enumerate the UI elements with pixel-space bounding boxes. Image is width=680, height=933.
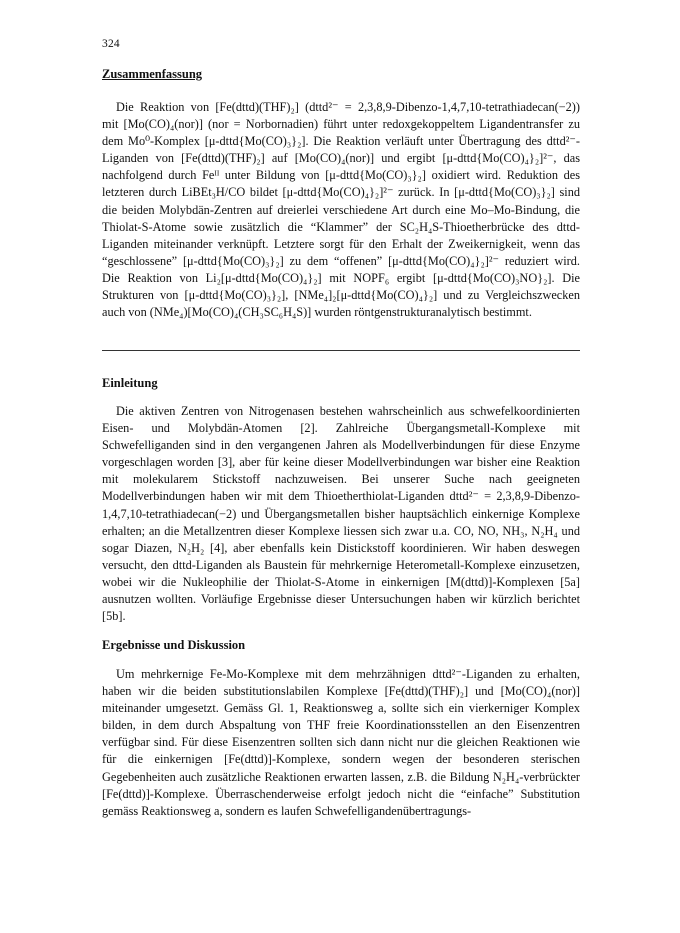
section-divider xyxy=(102,350,580,351)
abstract-heading xyxy=(102,67,580,82)
results-paragraph: Um mehrkernige Fe-Mo-Komplexe mit dem mehrzähnigen dttd²⁻-Liganden zu erhalten, haben wir die beiden substitutionslabilen Komplexe [Fe(dttd)(THF)₂] und [Mo(CO)₄(nor)] miteinander umgesetzt. Gemäss Gl. 1, Reaktionsweg a, sollte sich ein vierkerniger Komplex bilden, in dem durch Abspaltung von THF freie Koordinationsstellen an den Eisenzentren verfügbar sind. Für diese Eisenzentren sollten sich dann nicht nur die gleichen Reaktionen wie für die einkernigen [Fe(dttd)]-Komplexe, sondern wegen der besonderen sterischen Gegebenheiten auch zusätzliche Reaktionen erwarten lassen, z.B. die Bildung N₂H₄-verbrückter [Fe(dttd)]-Komplexe. Überraschenderweise erfolgt jedoch nicht die “einfache” Substitution gemäss Reaktionsweg a, sondern es laufen Schwefelligandenübertragungs- xyxy=(102,667,580,818)
introduction-heading: Einleitung xyxy=(102,376,158,390)
abstract-heading-text: Zusammenfassung xyxy=(102,67,203,81)
results-heading: Ergebnisse und Diskussion xyxy=(102,638,246,652)
introduction-paragraph: Die aktiven Zentren von Nitrogenasen bestehen wahrscheinlich aus schwefelkoordinierten Eisen- und Molybdän-Atomen [2]. Zahlreiche Übergangsmetall-Komplexe mit Schwefelliganden sind in den vergangenen Jahren als Modellverbindungen für diese Enzyme vorgeschlagen worden [3], aber für keine dieser Modellverbindungen war bisher eine Reaktion mit molekularem Stickstoff nachzuweisen. Bei unserer Suche nach geeigneten Modellverbindungen haben wir mit dem Thioetherthiolat-Liganden dttd²⁻ = 2,3,8,9-Dibenzo-1,4,7,10-tetrathiadecan(−2) und Übergangsmetallen bisher hauptsächlich einkernige Komplexe erhalten; an die Metallzentren dieser Komplexe liessen sich zwar u.a. CO, NO, NH₃, N₂H₄ und sogar Diazen, N₂H₂ [4], aber ebenfalls kein Distickstoff koordinieren. Wir haben deswegen versucht, den dttd-Liganden als Baustein für mehrkernige Heterometall-Komplexe einzusetzen, wobei wir die Nukleophilie der Thiolat-S-Atome in einkernigen [M(dttd)]-Komplexen [5a] ausnutzen wollten. Vorläufige Ergebnisse dieser Untersuchungen haben wir kürzlich berichtet [5b]. xyxy=(102,404,580,624)
abstract-paragraph: Die Reaktion von [Fe(dttd)(THF)₂] (dttd²⁻ = 2,3,8,9-Dibenzo-1,4,7,10-tetrathiadecan(−2)) mit [Mo(CO)₄(nor)] (nor = Norbornadien) führt unter redoxgekoppeltem Ligandentransfer zu dem Mo⁰-Komplex [μ-dttd{Mo(CO)₃}₂]. Die Reaktion verläuft unter Übertragung des dttd²⁻-Liganden von [Fe(dttd)(THF)₂] auf [Mo(CO)₄(nor)] und ergibt [μ-dttd{Mo(CO)₄}₂]²⁻, das nachfolgend durch Feᴵᴵ unter Bildung von [μ-dttd{Mo(CO)₃}₂] oxidiert wird. Reduktion des letzteren durch LiBEt₃H/CO bildet [μ-dttd{Mo(CO)₄}₂]²⁻ zurück. In [μ-dttd{Mo(CO)₃}₂] sind die beiden Molybdän-Zentren auf dreierlei verschiedene Art durch eine Mo–Mo-Bindung, die Thiolat-S-Atome sowie zusätzlich die “Klammer” der SC₂H₄S-Thioetherbrücke des dttd-Liganden miteinander verknüpft. Letztere sorgt für den Erhalt der Zweikernigkeit, wenn das “geschlossene” [μ-dttd{Mo(CO)₃}₂] zu dem “offenen” [μ-dttd{Mo(CO)₄}₂]²⁻ reduziert wird. Die Reaktion von Li₂[μ-dttd{Mo(CO)₄}₂] mit NOPF₆ ergibt [μ-dttd{Mo(CO)₃NO}₂]. Die Strukturen von [μ-dttd{Mo(CO)₃}₂], [NMe₄]₂[μ-dttd{Mo(CO)₄}₂] und zu Vergleichszwecken auch von (NMe₄)[Mo(CO)₄(CH₃SC₆H₄S)] wurden röntgenstrukturanalytisch bestimmt. xyxy=(102,100,580,320)
page-number: 324 xyxy=(102,38,120,50)
